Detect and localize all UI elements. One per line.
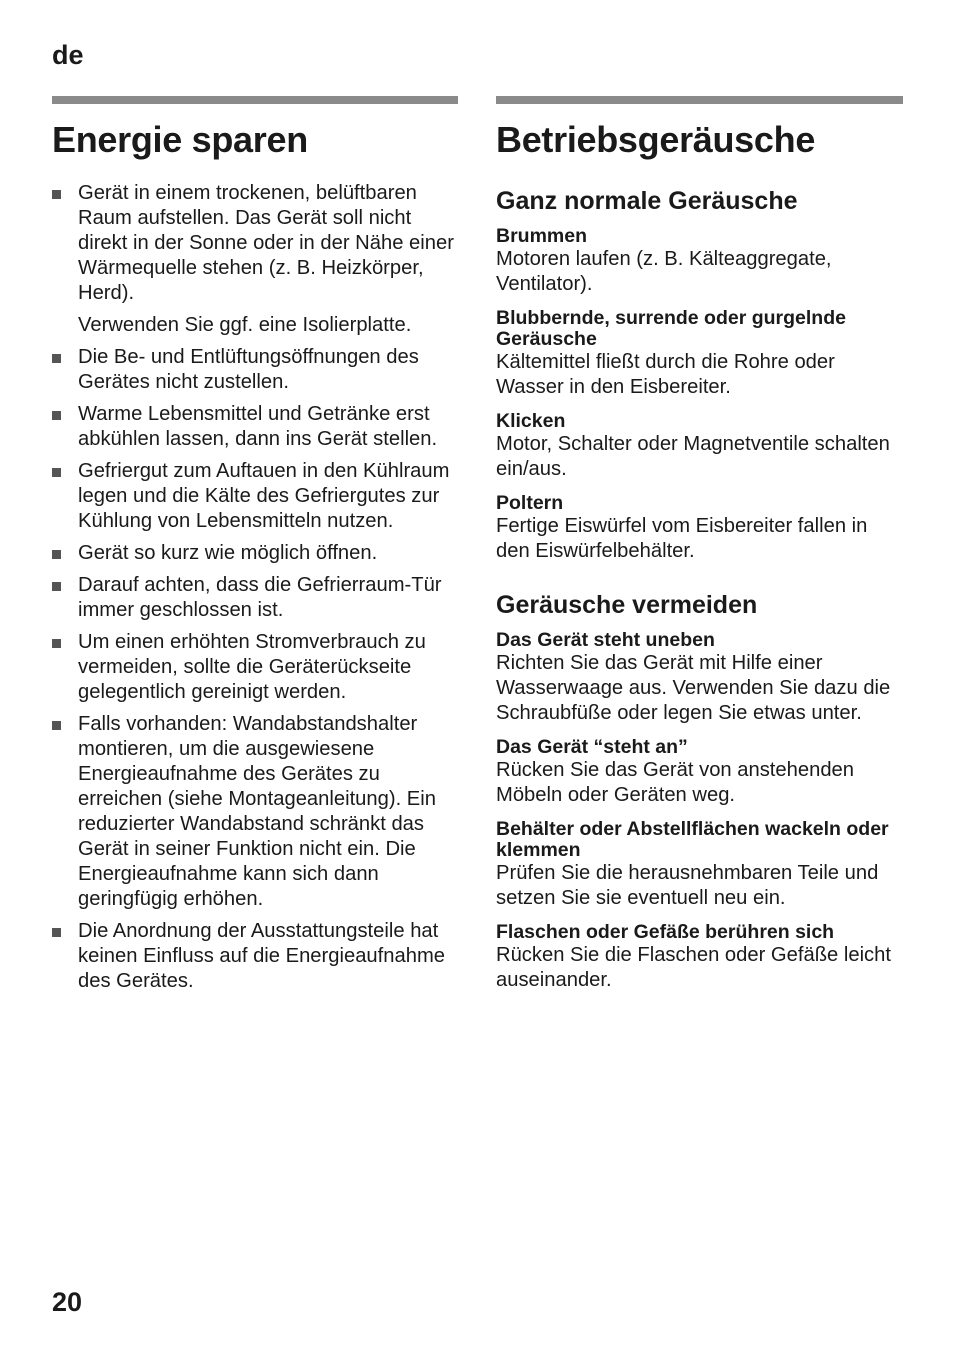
bullet-square-icon <box>52 190 61 199</box>
page-number: 20 <box>52 1287 83 1317</box>
noise-entry-title: Das Gerät “steht an” <box>496 736 688 758</box>
list-item <box>52 541 458 566</box>
noise-entry-text: Fertige Eiswürfel vom Eisbereiter fallen in den Eiswürfelbehälter. <box>496 515 868 562</box>
energy-saving-list <box>52 181 458 994</box>
list-item-text: Falls vorhanden: Wandabstandshalter montieren, um die ausgewiesene Energieaufnahme des Gerätes zu erreichen (siehe Montageanleitung). Ein reduzierter Wandabstand schränkt das Gerät in seiner Funktion nicht ein. Die Energieaufnahme kann sich dann geringfügig erhöhen. <box>78 713 436 910</box>
list-item <box>52 919 458 994</box>
section-rule <box>496 96 903 104</box>
list-item-text: Gefriergut zum Auftauen in den Kühlraum legen und die Kälte des Gefriergutes zur Kühlung von Lebensmitteln nutzen. <box>78 460 450 532</box>
bullet-square-icon <box>52 468 61 477</box>
bullet-square-icon <box>52 721 61 730</box>
bullet-square-icon <box>52 354 61 363</box>
noise-entry <box>496 411 903 482</box>
bullet-square-icon <box>52 639 61 648</box>
list-item <box>52 573 458 623</box>
list-item-text: Gerät in einem trockenen, belüftbaren Raum aufstellen. Das Gerät soll nicht direkt in der Sonne oder in der Nähe einer Wärmequelle stehen (z. B. Heizkörper, Herd). <box>78 182 454 304</box>
noise-entry <box>496 308 903 400</box>
list-item-text: Die Anordnung der Ausstattungsteile hat keinen Einfluss auf die Energieaufnahme des Gerätes. <box>78 920 445 992</box>
list-item-text: Gerät so kurz wie möglich öffnen. <box>78 542 378 564</box>
list-item <box>52 630 458 705</box>
section-rule <box>52 96 458 104</box>
noise-entry <box>496 226 903 297</box>
noise-entry-title: Flaschen oder Gefäße berühren sich <box>496 921 835 943</box>
list-item <box>52 345 458 395</box>
noise-entry <box>496 630 903 726</box>
noise-entry-text: Kältemittel fließt durch die Rohre oder Wasser in den Eisbereiter. <box>496 351 835 398</box>
noise-entry-title: Brummen <box>496 225 588 247</box>
operating-noises-title: Betriebsgeräusche <box>496 119 816 160</box>
bullet-square-icon <box>52 582 61 591</box>
list-item-text: Um einen erhöhten Stromverbrauch zu vermeiden, sollte die Geräterückseite gelegentlich gereinigt werden. <box>78 631 426 703</box>
noise-entry-title: Klicken <box>496 410 566 432</box>
noise-entry <box>496 493 903 564</box>
list-item-note: Verwenden Sie ggf. eine Isolierplatte. <box>78 314 412 336</box>
list-item-text: Die Be- und Entlüftungsöffnungen des Gerätes nicht zustellen. <box>78 346 419 393</box>
noise-entry-text: Prüfen Sie die herausnehmbaren Teile und setzen Sie sie eventuell neu ein. <box>496 862 879 909</box>
noise-entry-title: Blubbernde, surrende oder gurgelnde Geräusche <box>496 307 846 350</box>
list-item <box>52 181 458 338</box>
list-item <box>52 402 458 452</box>
language-code: de <box>52 40 84 70</box>
noise-entry-text: Rücken Sie die Flaschen oder Gefäße leicht auseinander. <box>496 944 891 991</box>
avoid-noises-heading: Geräusche vermeiden <box>496 591 758 619</box>
noise-entry-title: Das Gerät steht uneben <box>496 629 715 651</box>
noise-entry-title: Poltern <box>496 492 564 514</box>
bullet-square-icon <box>52 550 61 559</box>
operating-noises-column <box>496 96 903 1004</box>
noise-entry <box>496 922 903 993</box>
noise-entry-text: Rücken Sie das Gerät von anstehenden Möbeln oder Geräten weg. <box>496 759 855 806</box>
energy-saving-column <box>52 96 458 1001</box>
list-item <box>52 459 458 534</box>
bullet-square-icon <box>52 411 61 420</box>
list-item <box>52 712 458 912</box>
noise-entry <box>496 737 903 808</box>
list-item-text: Warme Lebensmittel und Getränke erst abkühlen lassen, dann ins Gerät stellen. <box>78 403 438 450</box>
list-item-text: Darauf achten, dass die Gefrierraum-Tür immer geschlossen ist. <box>78 574 442 621</box>
noise-entry-text: Motor, Schalter oder Magnetventile schalten ein/aus. <box>496 433 890 480</box>
normal-noises-heading: Ganz normale Geräusche <box>496 187 798 215</box>
noise-entry-title: Behälter oder Abstellflächen wackeln oder klemmen <box>496 818 889 861</box>
noise-entry-text: Richten Sie das Gerät mit Hilfe einer Wasserwaage aus. Verwenden Sie dazu die Schraubfüße oder legen Sie etwas unter. <box>496 652 891 724</box>
bullet-square-icon <box>52 928 61 937</box>
noise-entry-text: Motoren laufen (z. B. Kälteaggregate, Ventilator). <box>496 248 832 295</box>
noise-entry <box>496 819 903 911</box>
energy-saving-title: Energie sparen <box>52 119 308 160</box>
